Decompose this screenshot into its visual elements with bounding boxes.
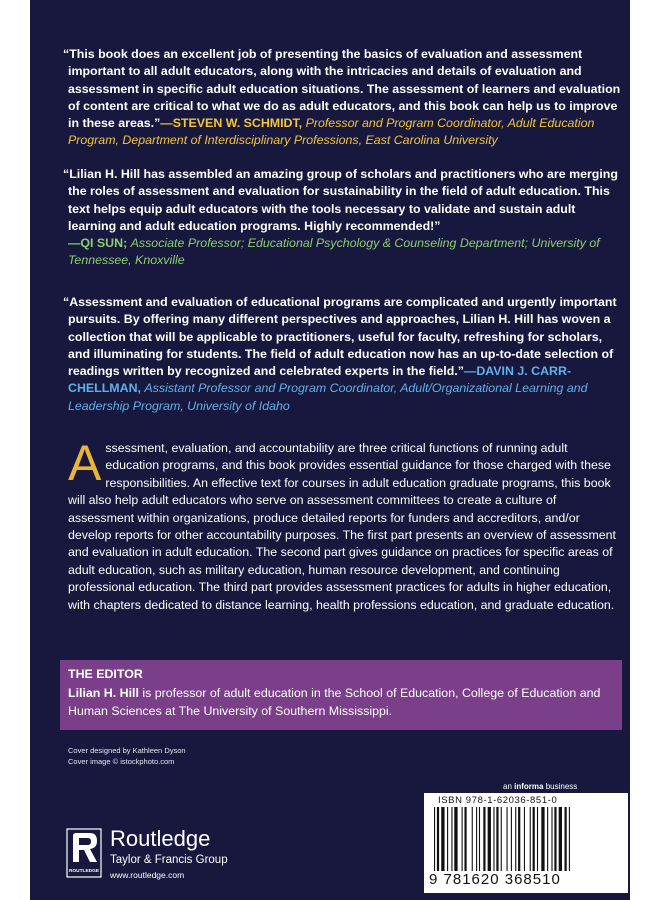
- barcode-bar: [488, 807, 491, 871]
- endorser-name: —QI SUN;: [68, 236, 128, 251]
- barcode-bar: [551, 807, 552, 871]
- endorser-affiliation: Assistant Professor and Program Coordinator, Adult/Organizational Learning and Leadership Program, University of Idaho: [68, 381, 588, 413]
- barcode-bar: [554, 807, 556, 871]
- barcode-bar: [493, 807, 494, 871]
- cover-designer-credit: Cover designed by Kathleen Dyson: [68, 746, 186, 755]
- endorsement-quote: [63, 46, 624, 150]
- informa-brand: informa: [514, 782, 544, 791]
- editor-section: [60, 660, 622, 730]
- barcode-bar: [464, 807, 466, 871]
- barcode-bar: [569, 807, 570, 871]
- barcode-bar: [537, 807, 538, 871]
- barcode-bar: [434, 807, 435, 871]
- drop-cap: A: [68, 435, 102, 491]
- isbn-barcode: [424, 793, 628, 893]
- editor-bio: [68, 684, 616, 720]
- barcode-bar: [476, 807, 477, 871]
- quote-text: “Assessment and evaluation of educational programs are complicated and urgently important pursuits. By offering many different perspectives and approaches, Lilian H. Hill has woven a collection that will be applicable to practitioners, useful for faculty, refreshing for scholars, and illuminating for students. The field of adult education now has an up-to-date selection of readings written by recognized and celebrated experts in the field.”: [63, 295, 617, 379]
- barcode-bar: [437, 807, 439, 871]
- barcode-bar: [451, 807, 452, 871]
- barcode-bar: [524, 807, 525, 871]
- endorser-affiliation: Associate Professor; Educational Psychology & Counseling Department; University of Tennessee, Knoxville: [68, 236, 600, 268]
- editor-heading: THE EDITOR: [68, 667, 143, 681]
- endorser-name: —STEVEN W. SCHMIDT,: [160, 116, 303, 131]
- endorsement-quote: [63, 166, 624, 270]
- endorser-affiliation: Professor and Program Coordinator, Adult Education Program, Department of Interdisciplinary Professions, East Carolina University: [68, 116, 595, 148]
- editor-bio-text: is professor of adult education in the School of Education, College of Education and Human Sciences at The University of Southern Mississippi.: [68, 686, 601, 718]
- publisher-name: Routledge: [110, 826, 211, 851]
- informa-prefix: an: [503, 782, 515, 791]
- endorser-name: —DAVIN J. CARR-CHELLMAN,: [68, 364, 572, 396]
- barcode-bar: [547, 807, 548, 871]
- barcode-bar: [530, 807, 531, 871]
- logo-text: ROUTLEDGE: [68, 869, 100, 874]
- cover-image-credit: Cover image © istockphoto.com: [68, 756, 175, 766]
- publisher-group: Taylor & Francis Group: [110, 854, 228, 866]
- book-description: [68, 435, 624, 614]
- barcode-bar: [462, 807, 463, 871]
- editor-name: Lilian H. Hill: [68, 686, 139, 700]
- barcode-bar: [454, 807, 457, 871]
- barcode-bar: [496, 807, 498, 871]
- informa-tagline: [503, 782, 577, 791]
- routledge-logo-icon: [66, 828, 102, 878]
- barcode-bars: [432, 807, 620, 871]
- barcode-bar: [507, 807, 508, 871]
- cover-credits: [68, 746, 186, 767]
- barcode-bar: [565, 807, 567, 871]
- barcode-bar: [483, 807, 485, 871]
- barcode-bar: [479, 807, 480, 871]
- barcode-bar: [533, 807, 535, 871]
- barcode-digits: 9 781620 368510: [429, 871, 561, 888]
- barcode-bar: [515, 807, 516, 871]
- barcode-bar: [541, 807, 544, 871]
- quote-text: “Lilian H. Hill has assembled an amazing group of scholars and practitioners who are merging the roles of assessment and evaluation for sustainability in the field of adult education. This text helps equip adult educators with the tools necessary to validate and sustain adult learning and adult education programs. Highly recommended!”: [63, 167, 618, 233]
- barcode-bar: [511, 807, 512, 871]
- publisher-website: www.routledge.com: [110, 870, 185, 880]
- barcode-bar: [559, 807, 562, 871]
- barcode-bar: [501, 807, 502, 871]
- barcode-bar: [447, 807, 448, 871]
- barcode-bar: [441, 807, 444, 871]
- informa-suffix: business: [543, 782, 578, 791]
- quote-text: “This book does an excellent job of presenting the basics of evaluation and assessment important to all adult educators, along with the intricacies and details of evaluation and assessment in specific adult education situations. The assessment of learners and evaluation of content are critical to what we do as adult educators, and this book can help us to improve in these areas.”: [63, 47, 621, 131]
- barcode-bar: [472, 807, 473, 871]
- barcode-bar: [518, 807, 520, 871]
- isbn-label: ISBN 978-1-62036-851-0: [438, 795, 558, 806]
- endorsement-quote: [63, 294, 624, 415]
- book-back-cover: [30, 0, 630, 900]
- description-text: ssessment, evaluation, and accountability are three critical functions of running adult education programs, and this book provides essential guidance for those charged with these responsibilities. An effective text for courses in adult education graduate programs, this book will also help adult educators who serve on assessment committees to create a culture of assessment within organizations, produce detailed reports for funders and accreditors, and/or develop reports for other accountability purposes. The first part presents an overview of assessment and evaluation in adult education. The second part gives guidance on practices for specific areas of adult education, such as military education, human resource development, and continuing professional education. The third part provides assessment practices for adults in higher education, with chapters dedicated to distance learning, health professions education, and graduate education.: [68, 441, 616, 612]
